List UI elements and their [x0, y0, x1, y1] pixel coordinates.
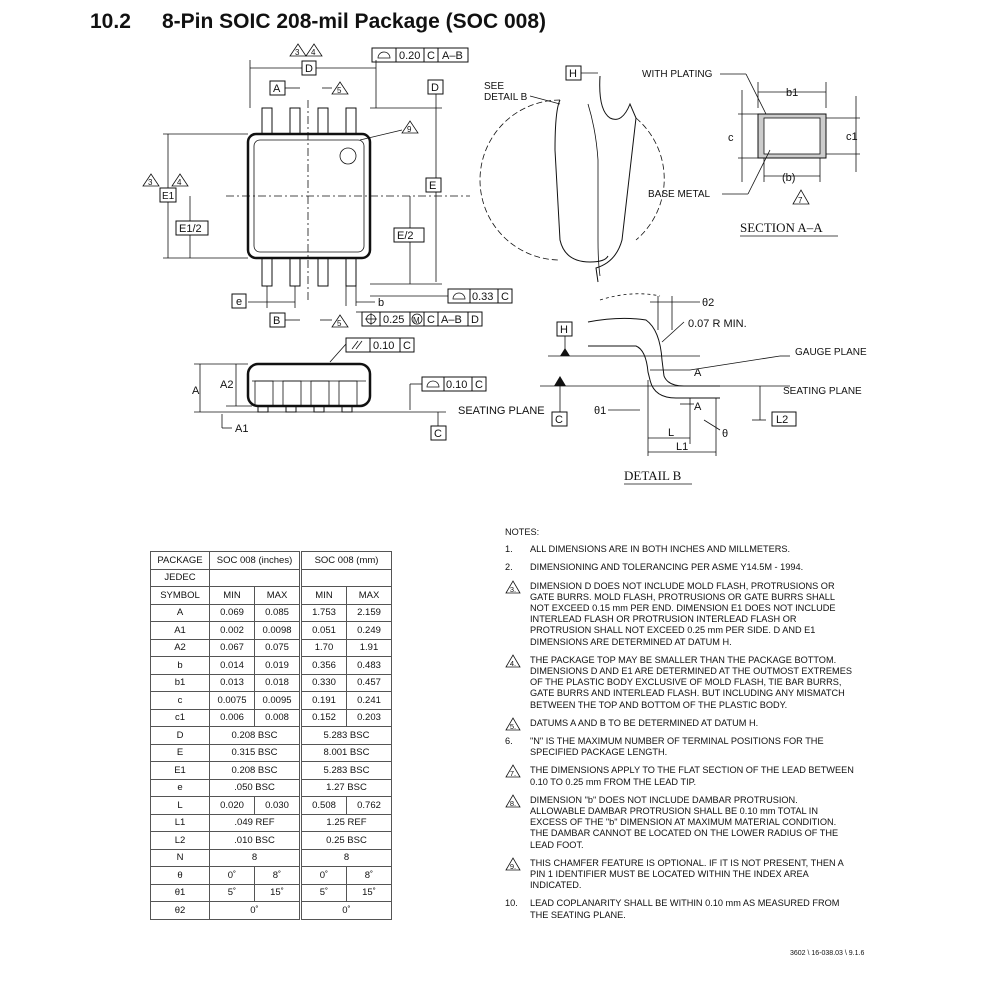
inches-min-cell: 0.0075 — [210, 692, 255, 710]
table-row — [151, 762, 392, 780]
note-number: 10. — [505, 898, 518, 909]
svg-text:SECTION A–A: SECTION A–A — [740, 220, 823, 235]
subheader-in-min: MIN — [210, 587, 255, 605]
symbol-cell: c — [151, 692, 210, 710]
table-row — [151, 849, 392, 867]
svg-text:C: C — [475, 379, 483, 391]
side-view — [192, 338, 545, 440]
svg-text:C: C — [427, 50, 435, 62]
subheader-mm-max: MAX — [347, 587, 392, 605]
note-text: DIMENSION D DOES NOT INCLUDE MOLD FLASH, PROTRUSIONS OR GATE BURRS. MOLD FLASH, PROTRUSIONS OR GATE BURRS SHALL NOT EXCEED 0.15 mm PER END. DIMENSION E1 DOES NOT INCLUDE INTERLEAD FLASH OR PROTRUSION INTERLEAD FLASH OR PROTRUSION SHALL NOT EXCEED 0.25 mm PER SIDE. D AND E1 DIMENSIONS ARE DETERMINED AT DATUM H. — [530, 580, 836, 647]
inches-value-cell: .010 BSC — [210, 832, 300, 850]
symbol-cell: A1 — [151, 622, 210, 640]
note-number: 1. — [505, 544, 513, 555]
svg-text:0.25: 0.25 — [383, 314, 405, 326]
svg-text:A: A — [694, 367, 702, 379]
svg-text:e: e — [236, 296, 243, 308]
mm-min-cell: 0˚ — [302, 867, 347, 885]
svg-text:0.07 R MIN.: 0.07 R MIN. — [688, 318, 747, 330]
svg-text:D: D — [305, 63, 313, 75]
note-number: 3. — [505, 581, 530, 648]
inches-max-cell: 0.085 — [255, 604, 300, 622]
inches-max-cell: 0.019 — [255, 657, 300, 675]
table-row — [151, 622, 392, 640]
mm-min-cell: 0.152 — [302, 709, 347, 727]
note-number: 9. — [505, 858, 530, 892]
svg-text:WITH PLATING: WITH PLATING — [642, 69, 713, 80]
mm-max-cell: 0.457 — [347, 674, 392, 692]
svg-text:BASE METAL: BASE METAL — [648, 189, 711, 200]
note-text: THE PACKAGE TOP MAY BE SMALLER THAN THE PACKAGE BOTTOM. DIMENSIONS D AND E1 ARE DETERMINED AT THE OUTMOST EXTREMES OF THE PLASTIC BODY EXCLUSIVE OF MOLD FLASH, TIE BAR BURRS, GATE BURRS AND INTERLEAD FLASH. BUT INCLUDING ANY MISMATCH BETWEEN THE TOP AND BOTTOM OF THE PLASTIC BODY. — [530, 654, 852, 710]
inches-value-cell: 0˚ — [210, 902, 300, 920]
mm-min-cell: 5˚ — [302, 884, 347, 902]
svg-text:SEE: SEE — [484, 81, 505, 92]
svg-text:5: 5 — [337, 86, 342, 95]
svg-text:E/2: E/2 — [397, 230, 414, 242]
inches-max-cell: 0.008 — [255, 709, 300, 727]
section-aa — [642, 69, 860, 236]
table-row — [151, 779, 392, 797]
inches-min-cell: 0.069 — [210, 604, 255, 622]
svg-text:0.10: 0.10 — [373, 340, 395, 352]
inches-value-cell: 0.208 BSC — [210, 727, 300, 745]
svg-text:A1: A1 — [235, 423, 249, 435]
note-number: 2. — [505, 562, 513, 573]
svg-text:b1: b1 — [786, 87, 799, 99]
symbol-cell: A — [151, 604, 210, 622]
svg-text:GAUGE PLANE: GAUGE PLANE — [795, 347, 867, 358]
table-header-row — [151, 552, 392, 570]
jedec-label: JEDEC — [151, 569, 210, 587]
inches-value-cell: .049 REF — [210, 814, 300, 832]
mm-max-cell: 0.483 — [347, 657, 392, 675]
section-title: 8-Pin SOIC 208-mil Package (SOC 008) — [162, 10, 546, 33]
mm-value-cell: 8 — [302, 849, 392, 867]
symbol-cell: E1 — [151, 762, 210, 780]
svg-text:0.20: 0.20 — [399, 50, 421, 62]
note-item — [505, 858, 855, 892]
symbol-cell: b — [151, 657, 210, 675]
subheader-mm-min: MIN — [302, 587, 347, 605]
note-text: "N" IS THE MAXIMUM NUMBER OF TERMINAL POSITIONS FOR THE SPECIFIED PACKAGE LENGTH. — [530, 736, 824, 758]
notes-list — [505, 544, 855, 921]
symbol-cell: A2 — [151, 639, 210, 657]
svg-text:A: A — [273, 83, 281, 95]
mm-max-cell: 8˚ — [347, 867, 392, 885]
mm-value-cell: 1.27 BSC — [302, 779, 392, 797]
svg-text:c1: c1 — [846, 131, 858, 143]
parallel-fcf — [330, 338, 414, 362]
inches-max-cell: 0.0098 — [255, 622, 300, 640]
note-3-triangle-top — [290, 44, 322, 57]
svg-text:θ2: θ2 — [702, 297, 715, 309]
svg-text:E: E — [429, 180, 437, 192]
note-number: 7. — [505, 765, 530, 787]
table-row — [151, 727, 392, 745]
svg-text:3: 3 — [295, 48, 300, 57]
svg-text:A–B: A–B — [442, 50, 463, 62]
inches-max-cell: 0.075 — [255, 639, 300, 657]
mm-min-cell: 0.051 — [302, 622, 347, 640]
note-item — [505, 718, 855, 729]
mm-max-cell: 0.203 — [347, 709, 392, 727]
fcf-bottom — [356, 312, 482, 326]
svg-text:L2: L2 — [776, 414, 789, 426]
svg-text:D: D — [471, 314, 479, 326]
mm-min-cell: 0.191 — [302, 692, 347, 710]
svg-text:SEATING PLANE: SEATING PLANE — [458, 405, 545, 417]
note-text: ALL DIMENSIONS ARE IN BOTH INCHES AND MILLMETERS. — [530, 544, 791, 555]
table-row — [151, 902, 392, 920]
symbol-cell: L1 — [151, 814, 210, 832]
mm-min-cell: 1.70 — [302, 639, 347, 657]
symbol-cell: θ — [151, 867, 210, 885]
note-item — [505, 655, 855, 711]
symbol-cell: L2 — [151, 832, 210, 850]
note-number: 8. — [505, 795, 530, 851]
svg-text:DETAIL B: DETAIL B — [484, 92, 528, 103]
svg-text:C: C — [427, 314, 435, 326]
note-number: 4. — [505, 655, 530, 711]
svg-text:4: 4 — [311, 48, 316, 57]
mm-min-cell: 0.508 — [302, 797, 347, 815]
symbol-cell: D — [151, 727, 210, 745]
svg-text:H: H — [560, 324, 568, 336]
svg-text:c: c — [728, 132, 734, 144]
mm-max-cell: 0.762 — [347, 797, 392, 815]
mm-min-cell: 0.356 — [302, 657, 347, 675]
table-row — [151, 797, 392, 815]
inches-min-cell: 0.002 — [210, 622, 255, 640]
inches-value-cell: 8 — [210, 849, 300, 867]
note-text: THE DIMENSIONS APPLY TO THE FLAT SECTION OF THE LEAD BETWEEN 0.10 TO 0.25 mm FROM THE LEAD TIP. — [530, 765, 854, 787]
document-number: 3602 \ 16-038.03 \ 9.1.6 — [790, 950, 865, 957]
note-text: THIS CHAMFER FEATURE IS OPTIONAL. IF IT IS NOT PRESENT, THEN A PIN 1 IDENTIFIER MUST BE LOCATED WITHIN THE INDEX AREA INDICATED. — [530, 857, 844, 891]
mm-min-cell: 0.330 — [302, 674, 347, 692]
note-item — [505, 898, 855, 920]
table-row — [151, 867, 392, 885]
note-text: DATUMS A AND B TO BE DETERMINED AT DATUM H. — [530, 717, 759, 728]
top-view — [143, 44, 512, 328]
inches-value-cell: 0.315 BSC — [210, 744, 300, 762]
header-package: PACKAGE — [151, 552, 210, 570]
mm-value-cell: 5.283 BSC — [302, 727, 392, 745]
svg-text:C: C — [555, 414, 563, 426]
inches-min-cell: 0.013 — [210, 674, 255, 692]
inches-max-cell: 15˚ — [255, 884, 300, 902]
table-row — [151, 604, 392, 622]
svg-text:A–B: A–B — [441, 314, 462, 326]
note-item — [505, 544, 855, 555]
header-mm: SOC 008 (mm) — [302, 552, 392, 570]
svg-text:5: 5 — [337, 319, 342, 328]
inches-min-cell: 0.020 — [210, 797, 255, 815]
symbol-cell: θ1 — [151, 884, 210, 902]
svg-text:0.33: 0.33 — [472, 291, 494, 303]
fcf-right — [370, 289, 512, 303]
note-number: 6. — [505, 736, 513, 747]
svg-text:4: 4 — [177, 178, 182, 187]
svg-text:0.10: 0.10 — [446, 379, 468, 391]
symbol-cell: θ2 — [151, 902, 210, 920]
note-item — [505, 765, 855, 787]
svg-text:H: H — [569, 68, 577, 80]
svg-text:D: D — [431, 82, 439, 94]
inches-value-cell: .050 BSC — [210, 779, 300, 797]
table-row — [151, 639, 392, 657]
note-item — [505, 562, 855, 573]
mm-max-cell: 1.91 — [347, 639, 392, 657]
note-item — [505, 795, 855, 851]
svg-text:B: B — [273, 315, 281, 327]
symbol-cell: c1 — [151, 709, 210, 727]
inches-min-cell: 5˚ — [210, 884, 255, 902]
mm-value-cell: 0˚ — [302, 902, 392, 920]
svg-text:C: C — [501, 291, 509, 303]
symbol-cell: b1 — [151, 674, 210, 692]
inches-value-cell: 0.208 BSC — [210, 762, 300, 780]
detail-b-callout — [480, 66, 664, 282]
mm-max-cell: 0.241 — [347, 692, 392, 710]
svg-text:9: 9 — [407, 125, 412, 134]
svg-text:3: 3 — [148, 178, 153, 187]
inches-min-cell: 0.067 — [210, 639, 255, 657]
mm-min-cell: 1.753 — [302, 604, 347, 622]
symbol-cell: E — [151, 744, 210, 762]
detail-b — [540, 294, 867, 484]
inches-min-cell: 0.014 — [210, 657, 255, 675]
table-row — [151, 674, 392, 692]
header-inches: SOC 008 (inches) — [210, 552, 300, 570]
inches-max-cell: 0.018 — [255, 674, 300, 692]
package-body-side — [248, 364, 370, 406]
symbol-cell: L — [151, 797, 210, 815]
symbol-cell: N — [151, 849, 210, 867]
subheader-symbol: SYMBOL — [151, 587, 210, 605]
table-row — [151, 744, 392, 762]
inches-max-cell: 8˚ — [255, 867, 300, 885]
table-row — [151, 657, 392, 675]
note-number: 5. — [505, 718, 530, 729]
svg-text:L: L — [668, 427, 675, 439]
table-row — [151, 692, 392, 710]
note-text: DIMENSIONING AND TOLERANCING PER ASME Y14.5M - 1994. — [530, 562, 804, 573]
svg-text:SEATING PLANE: SEATING PLANE — [783, 386, 862, 397]
subheader-in-max: MAX — [255, 587, 300, 605]
inches-min-cell: 0.006 — [210, 709, 255, 727]
svg-text:θ1: θ1 — [594, 405, 607, 417]
mm-value-cell: 5.283 BSC — [302, 762, 392, 780]
mm-max-cell: 2.159 — [347, 604, 392, 622]
table-row — [151, 832, 392, 850]
svg-text:M: M — [413, 316, 420, 325]
svg-text:A: A — [694, 401, 702, 413]
mm-value-cell: 0.25 BSC — [302, 832, 392, 850]
table-subheader-row — [151, 587, 392, 605]
notes-title: NOTES: — [505, 527, 540, 537]
section-number: 10.2 — [90, 10, 131, 33]
table-row — [151, 814, 392, 832]
table-row — [151, 709, 392, 727]
svg-text:DETAIL B: DETAIL B — [624, 468, 682, 483]
note-text: DIMENSION "b" DOES NOT INCLUDE DAMBAR PROTRUSION. ALLOWABLE DAMBAR PROTRUSION SHALL BE 0.10 mm TOTAL IN EXCESS OF THE "b" DIMENSION AT MAXIMUM MATERIAL CONDITION. THE DAMBAR CANNOT BE LOCATED ON THE LOWER RADIUS OF THE LEAD FOOT. — [530, 794, 839, 850]
table-row — [151, 884, 392, 902]
inches-max-cell: 0.0095 — [255, 692, 300, 710]
notes-section — [505, 527, 855, 928]
dimension-table — [150, 551, 392, 920]
svg-text:A2: A2 — [220, 379, 234, 391]
svg-text:L1: L1 — [676, 441, 689, 453]
svg-text:C: C — [434, 428, 442, 440]
table-jedec-row — [151, 569, 392, 587]
svg-text:E1/2: E1/2 — [179, 223, 202, 235]
inches-max-cell: 0.030 — [255, 797, 300, 815]
fcf-top — [372, 48, 468, 62]
note-item — [505, 736, 855, 758]
note-item — [505, 581, 855, 648]
mm-value-cell: 1.25 REF — [302, 814, 392, 832]
svg-text:(b): (b) — [782, 172, 796, 184]
svg-text:θ: θ — [722, 428, 729, 440]
svg-text:7: 7 — [798, 196, 803, 205]
svg-text:C: C — [403, 340, 411, 352]
svg-text:E1: E1 — [162, 191, 175, 202]
inches-min-cell: 0˚ — [210, 867, 255, 885]
svg-text:A: A — [192, 385, 200, 397]
mm-max-cell: 15˚ — [347, 884, 392, 902]
note-text: LEAD COPLANARITY SHALL BE WITHIN 0.10 mm AS MEASURED FROM THE SEATING PLANE. — [530, 898, 840, 920]
symbol-cell: e — [151, 779, 210, 797]
mm-value-cell: 8.001 BSC — [302, 744, 392, 762]
mm-max-cell: 0.249 — [347, 622, 392, 640]
svg-text:b: b — [378, 297, 385, 309]
